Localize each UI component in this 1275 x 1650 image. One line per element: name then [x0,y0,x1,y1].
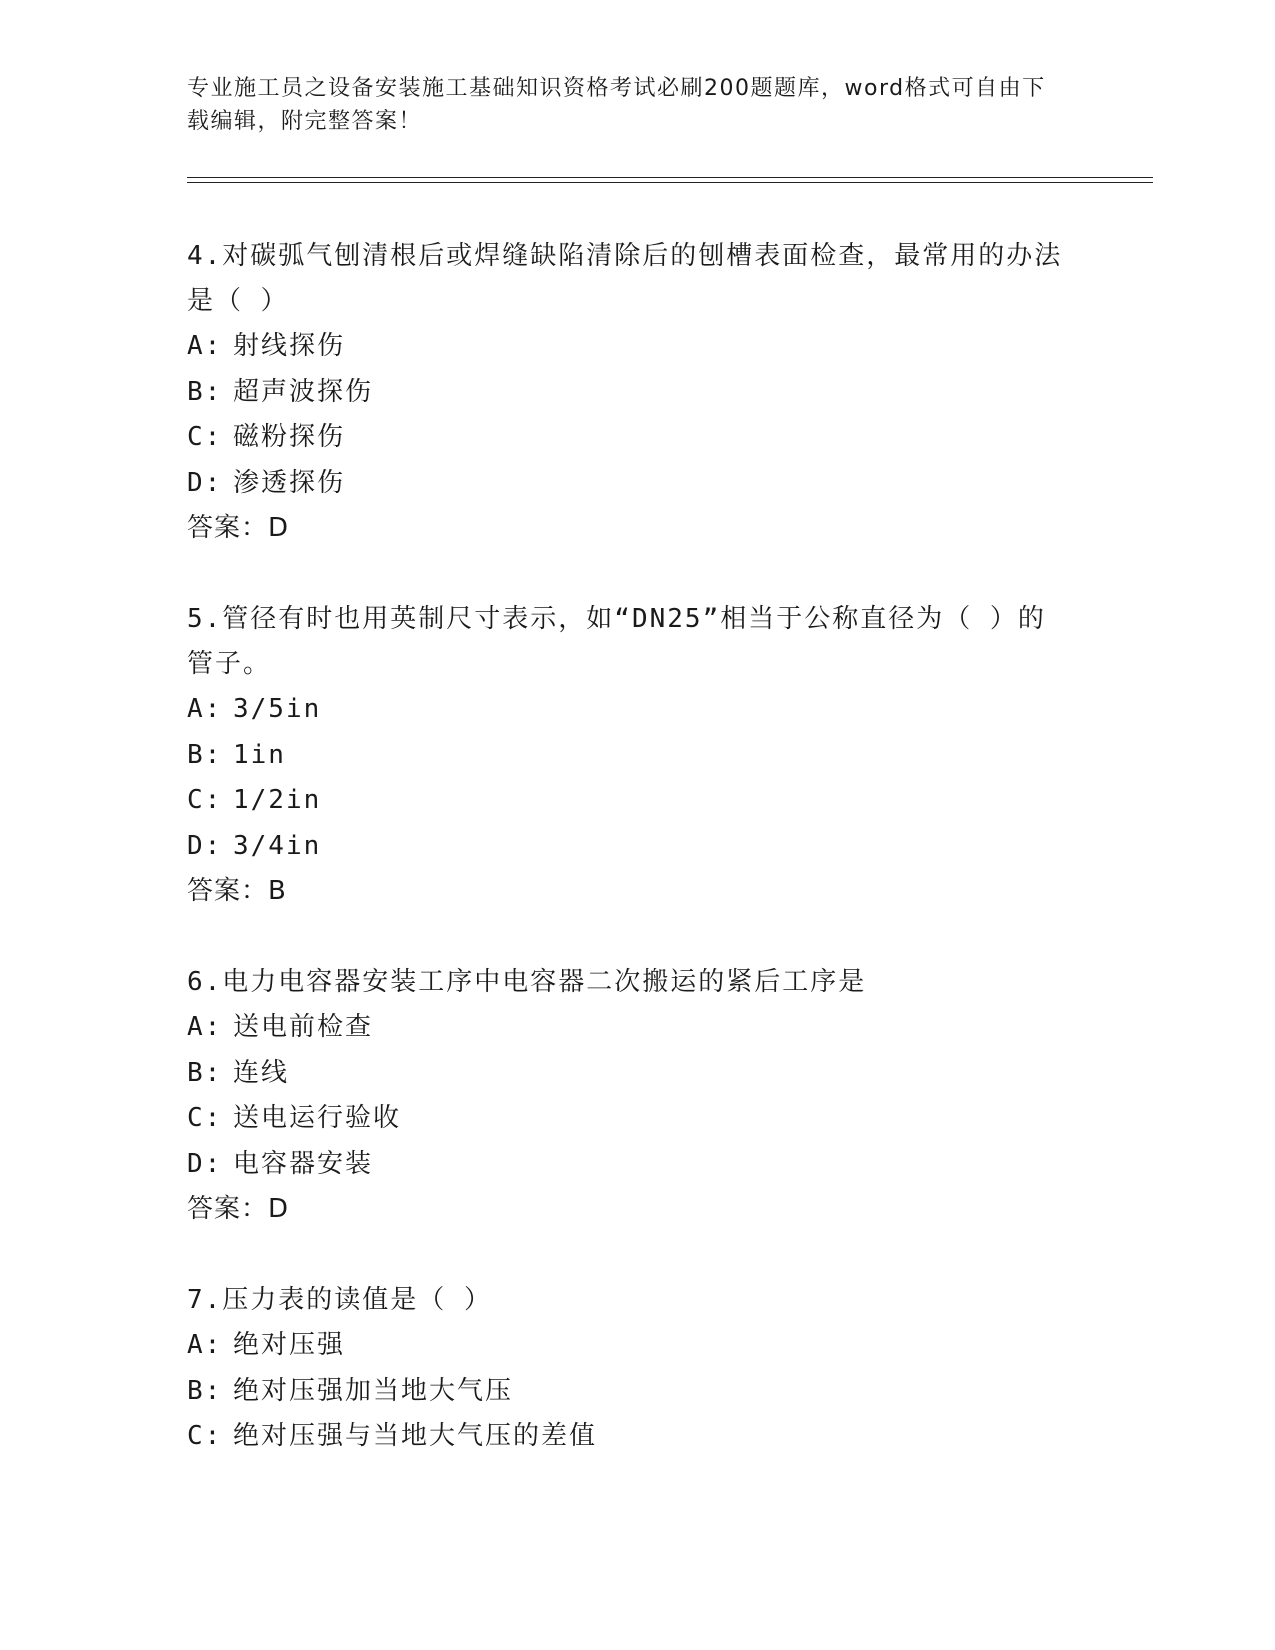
option-letter: A: [187,1012,223,1042]
option-text: 3/4in [233,830,322,861]
option-letter: D: [187,467,223,498]
option-letter: B: [187,1375,223,1406]
option-letter: A: [187,1330,223,1360]
option-text: 绝对压强加当地大气压 [233,1375,514,1406]
option-text: 超声波探伤 [233,376,374,407]
option-text: 1in [233,739,286,770]
option-letter: A: [187,331,223,361]
option-c [187,1096,1067,1142]
header-divider-bottom [187,182,1153,183]
option-c [187,415,1067,461]
question-stem: 6.电力电容器安装工序中电容器二次搬运的紧后工序是 [187,967,867,997]
question-6 [187,960,1067,1232]
option-text: 送电运行验收 [233,1103,402,1133]
option-c [187,1414,1067,1460]
option-text: 3/5in [233,694,322,724]
option-letter: B: [187,1057,223,1088]
option-text: 射线探伤 [233,331,346,361]
question-4 [187,234,1067,551]
option-a [187,1323,1067,1369]
option-a [187,1005,1067,1051]
option-letter: B: [187,376,223,407]
option-letter: C: [187,785,223,815]
document-header: 专业施工员之设备安装施工基础知识资格考试必刷200题题库，word格式可自由下载编辑，附完整答案！ [187,76,1046,134]
option-a [187,687,1067,733]
option-text: 连线 [233,1057,290,1088]
question-5 [187,597,1067,914]
option-d [187,824,1067,870]
option-d [187,461,1067,507]
question-stem: 4.对碳弧气刨清根后或焊缝缺陷清除后的刨槽表面检查，最常用的办法是（ ） [187,241,1063,316]
question-stem: 7.压力表的读值是（ ） [187,1285,492,1315]
option-a [187,324,1067,370]
question-stem: 5.管径有时也用英制尺寸表示，如“DN25”相当于公称直径为（ ）的管子。 [187,604,1046,679]
option-b [187,1369,1067,1415]
header-divider-top [187,177,1153,178]
answer: 答案：D [187,513,290,543]
option-text: 磁粉探伤 [233,422,346,452]
option-text: 渗透探伤 [233,467,346,498]
option-text: 送电前检查 [233,1012,374,1042]
answer: 答案：D [187,1194,290,1224]
option-letter: C: [187,422,223,452]
option-text: 绝对压强 [233,1330,346,1360]
option-text: 电容器安装 [233,1148,374,1179]
option-d [187,1142,1067,1188]
option-c [187,778,1067,824]
option-letter: D: [187,1148,223,1179]
option-letter: C: [187,1103,223,1133]
option-text: 1/2in [233,785,322,815]
option-letter: B: [187,739,223,770]
option-text: 绝对压强与当地大气压的差值 [233,1421,598,1451]
option-b [187,370,1067,416]
option-letter: A: [187,694,223,724]
option-b [187,733,1067,779]
answer: 答案：B [187,876,287,906]
option-letter: D: [187,830,223,861]
option-letter: C: [187,1421,223,1451]
question-7 [187,1278,1067,1460]
option-b [187,1051,1067,1097]
